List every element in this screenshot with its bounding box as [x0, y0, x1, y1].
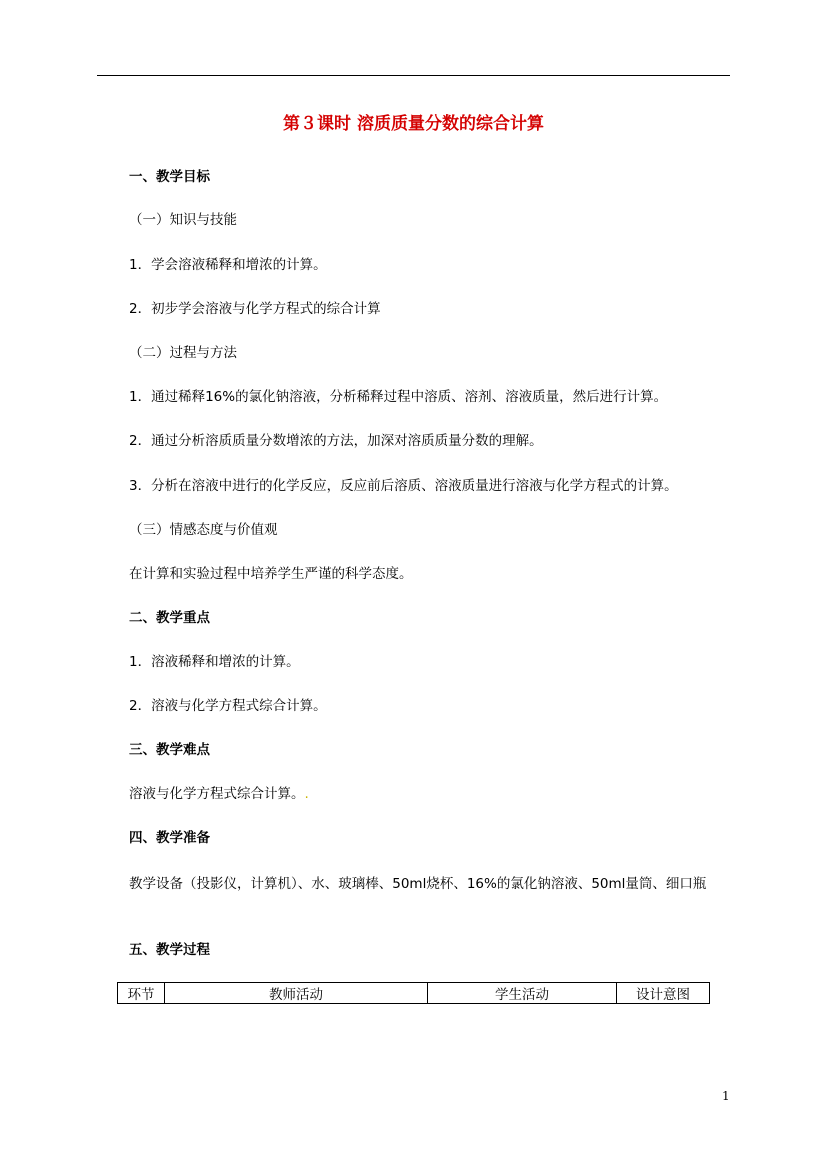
stray-mark: .: [304, 786, 309, 802]
table-header-cell: 环节: [118, 983, 165, 1004]
paragraph: 教学设备（投影仪，计算机）、水、玻璃棒、50ml烧杯、16%的氯化钠溶液、50ml量筒、细口瓶: [129, 876, 707, 892]
paragraph: 在计算和实验过程中培养学生严谨的科学态度。: [129, 566, 413, 582]
subheading-process: （二）过程与方法: [129, 345, 237, 361]
difficulty-text: 溶液与化学方程式综合计算。: [129, 786, 305, 802]
header-rule: [97, 75, 730, 76]
section-heading-process: 五、教学过程: [129, 942, 210, 958]
section-heading-key: 二、教学重点: [129, 610, 210, 626]
page-title: 第３课时 溶质质量分数的综合计算: [283, 114, 544, 134]
process-table: [117, 982, 710, 1004]
table-header-cell: 教师活动: [165, 983, 428, 1004]
paragraph: [129, 785, 309, 803]
table-header-cell: 学生活动: [428, 983, 617, 1004]
table-header-cell: 设计意图: [617, 983, 710, 1004]
list-item: 3．分析在溶液中进行的化学反应，反应前后溶质、溶液质量进行溶液与化学方程式的计算。: [129, 478, 678, 494]
table-row: [118, 983, 710, 1004]
section-heading-difficulty: 三、教学难点: [129, 742, 210, 758]
subheading-attitude: （三）情感态度与价值观: [129, 522, 278, 538]
list-item: 1．通过稀释16%的氯化钠溶液，分析稀释过程中溶质、溶剂、溶液质量，然后进行计算。: [129, 389, 668, 405]
list-item: 2．溶液与化学方程式综合计算。: [129, 698, 327, 714]
section-heading-goals: 一、教学目标: [129, 169, 210, 185]
page-number: 1: [722, 1089, 730, 1103]
section-heading-preparation: 四、教学准备: [129, 830, 210, 846]
list-item: 2．通过分析溶质质量分数增浓的方法，加深对溶质质量分数的理解。: [129, 433, 543, 449]
list-item: 1．溶液稀释和增浓的计算。: [129, 654, 300, 670]
list-item: 1．学会溶液稀释和增浓的计算。: [129, 257, 327, 273]
list-item: 2．初步学会溶液与化学方程式的综合计算: [129, 301, 381, 317]
subheading-knowledge: （一）知识与技能: [129, 212, 237, 228]
